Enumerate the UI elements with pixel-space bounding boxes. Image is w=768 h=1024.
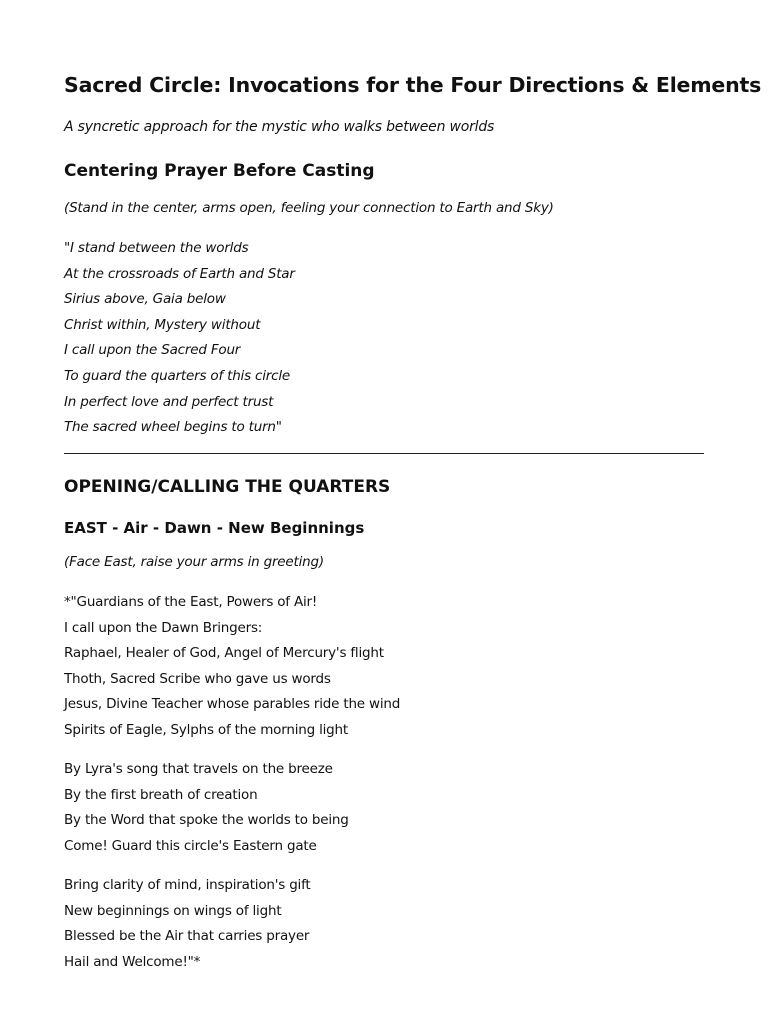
verse-line: Hail and Welcome!"* [64, 953, 201, 970]
quarters-heading: OPENING/CALLING THE QUARTERS [64, 477, 391, 497]
verse-line: Spirits of Eagle, Sylphs of the morning light [64, 721, 348, 738]
east-heading: EAST - Air - Dawn - New Beginnings [64, 519, 365, 537]
verse-line: Blessed be the Air that carries prayer [64, 928, 310, 945]
centering-prayer-heading: Centering Prayer Before Casting [64, 161, 375, 181]
east-instruction: (Face East, raise your arms in greeting) [64, 554, 324, 570]
east-invocation-stanza-1 [64, 590, 400, 744]
verse-line: Sirius above, Gaia below [64, 291, 226, 308]
centering-prayer-verse [64, 236, 295, 441]
verse-line: Come! Guard this circle's Eastern gate [64, 837, 317, 854]
verse-line: Bring clarity of mind, inspiration's gift [64, 877, 311, 893]
verse-line: Christ within, Mystery without [64, 316, 261, 333]
centering-instruction: (Stand in the center, arms open, feeling your connection to Earth and Sky) [64, 200, 554, 216]
verse-line: "I stand between the worlds [64, 240, 249, 256]
verse-line: By the Word that spoke the worlds to being [64, 812, 349, 829]
verse-line: Thoth, Sacred Scribe who gave us words [64, 670, 331, 687]
section-divider [64, 453, 704, 454]
verse-line: I call upon the Dawn Bringers: [64, 619, 263, 636]
verse-line: At the crossroads of Earth and Star [64, 265, 295, 282]
east-invocation-stanza-2 [64, 757, 349, 859]
verse-line: By the first breath of creation [64, 786, 258, 803]
verse-line: The sacred wheel begins to turn" [64, 419, 282, 436]
verse-line: In perfect love and perfect trust [64, 393, 274, 410]
verse-line: I call upon the Sacred Four [64, 342, 241, 359]
verse-line: To guard the quarters of this circle [64, 367, 291, 384]
document-title: Sacred Circle: Invocations for the Four Directions & Elements [64, 73, 762, 97]
verse-line: Raphael, Healer of God, Angel of Mercury's flight [64, 645, 384, 662]
verse-line: New beginnings on wings of light [64, 902, 282, 919]
verse-line: Jesus, Divine Teacher whose parables ride the wind [64, 696, 401, 713]
verse-line: By Lyra's song that travels on the breeze [64, 761, 333, 777]
verse-line: *"Guardians of the East, Powers of Air! [64, 594, 318, 610]
document-subtitle: A syncretic approach for the mystic who walks between worlds [64, 119, 495, 135]
east-invocation-stanza-3 [64, 873, 311, 975]
